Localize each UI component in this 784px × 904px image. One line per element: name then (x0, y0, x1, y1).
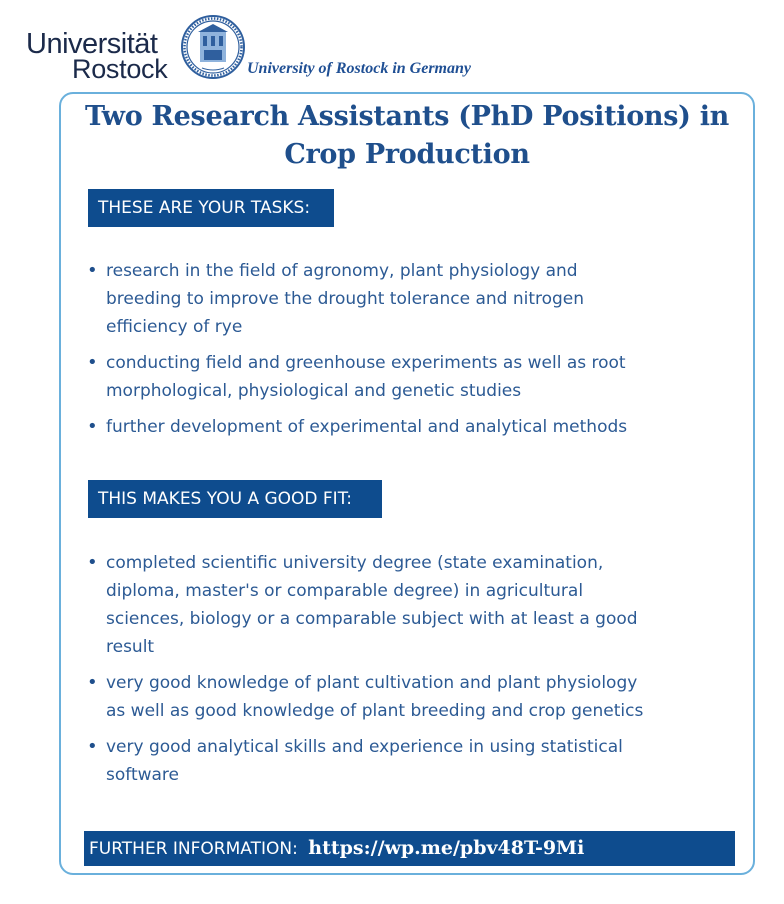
list-item-text: very good knowledge of plant cultivation and plant physiology as well as good knowledge of plant breeding and crop genetics (106, 673, 644, 721)
fit-list (86, 549, 646, 797)
list-item (86, 413, 646, 441)
further-information-link[interactable]: https://wp.me/pbv48T-9Mi (308, 837, 585, 859)
list-item-text: research in the field of agronomy, plant physiology and breeding to improve the drought tolerance and nitrogen efficiency of rye (106, 261, 585, 337)
list-item-text: further development of experimental and analytical methods (106, 417, 628, 437)
list-item-text: completed scientific university degree (state examination, diploma, master's or comparable degree) in agricultural sciences, biology or a comparable subject with at least a good result (106, 553, 638, 657)
fit-heading: THIS MAKES YOU A GOOD FIT: (88, 480, 382, 518)
list-item (86, 549, 646, 661)
logo-line-2: Rostock (72, 54, 168, 84)
list-item-text: very good analytical skills and experience in using statistical software (106, 737, 623, 785)
posting-title: Two Research Assistants (PhD Positions) in Crop Production (84, 101, 730, 170)
bullet-dot-icon: • (87, 552, 98, 573)
logo-line-1: Universität (26, 28, 158, 60)
list-item (86, 669, 646, 725)
tasks-heading: THESE ARE YOUR TASKS: (88, 189, 334, 227)
bullet-dot-icon: • (87, 736, 98, 757)
further-information-bar (84, 831, 735, 866)
list-item (86, 257, 646, 341)
list-item (86, 733, 646, 789)
bullet-dot-icon: • (87, 352, 98, 373)
tasks-list (86, 257, 646, 449)
bullet-dot-icon: • (87, 260, 98, 281)
university-subtitle: University of Rostock in Germany (247, 60, 471, 77)
list-item-text: conducting field and greenhouse experiments as well as root morphological, physiological and genetic studies (106, 353, 626, 401)
further-information-label: FURTHER INFORMATION: (89, 839, 298, 859)
bullet-dot-icon: • (87, 672, 98, 693)
list-item (86, 349, 646, 405)
logo-wordmark (26, 30, 167, 83)
university-seal-icon (180, 14, 246, 80)
bullet-dot-icon: • (87, 416, 98, 437)
